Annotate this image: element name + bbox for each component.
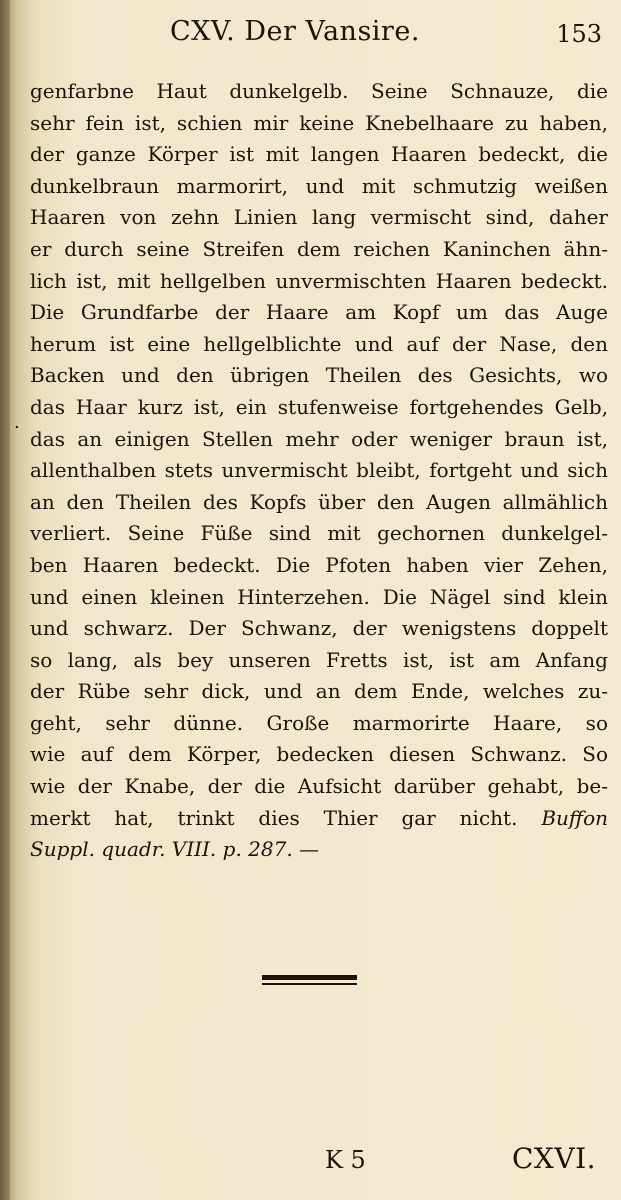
book-gutter [0,0,10,1200]
text-line: an den Theilen des Kopfs über den Augen allmählich [30,489,608,514]
text-line: wie der Knabe, der die Aufsicht darüber gehabt, be- [30,774,608,799]
chapter-title: CXV. Der Vansire. [170,16,420,47]
body-text [30,76,608,866]
citation-author: Buffon [541,805,608,830]
text-line: Die Grundfarbe der Haare am Kopf um das Auge [30,300,608,325]
text-line: geht, sehr dünne. Große marmorirte Haare, so [30,710,608,735]
text-line: der ganze Körper ist mit langen Haaren bedeckt, die [30,142,608,167]
text-line: allenthalben stets unvermischt bleibt, fortgeht und sich [30,458,608,483]
catchword: CXVI. [512,1142,597,1175]
text-line: Backen und den übrigen Theilen des Gesichts, wo [30,363,608,388]
margin-mark: . [14,412,20,433]
text-line: er durch seine Streifen dem reichen Kaninchen ähn- [30,236,608,261]
text-line: dunkelbraun marmorirt, und mit schmutzig weißen [30,173,608,198]
text-line: und einen kleinen Hinterzehen. Die Nägel sind klein [30,584,608,609]
text-line: Haaren von zehn Linien lang vermischt sind, daher [30,205,608,230]
rule-thin-line [262,983,357,985]
text-line: verliert. Seine Füße sind mit gechornen dunkelgel- [30,521,608,546]
text-line: genfarbne Haut dunkelgelb. Seine Schnauze, die [30,79,608,103]
text-line: das Haar kurz ist, ein stufenweise fortgehendes Gelb, [30,394,608,419]
page-number: 153 [556,20,602,48]
text-line: so lang, als bey unseren Fretts ist, ist am Anfang [30,647,608,672]
text-line: das an einigen Stellen mehr oder weniger braun ist, [30,426,608,451]
text-line: und schwarz. Der Schwanz, der wenigstens doppelt [30,616,608,641]
text-line: lich ist, mit hellgelben unvermischten Haaren bedeckt. [30,268,608,293]
text-line: sehr fein ist, schien mir keine Knebelhaare zu haben, [30,110,608,135]
text-line: wie auf dem Körper, bedecken diesen Schwanz. So [30,742,608,767]
text-line: ben Haaren bedeckt. Die Pfoten haben vier Zehen, [30,552,608,577]
rule-thick-line [262,975,357,980]
text-line-with-citation [30,803,608,835]
text-line: der Rübe sehr dick, und an dem Ende, welches zu- [30,679,608,704]
citation-reference: Suppl. quadr. VIII. p. 287. — [30,837,320,862]
section-end-rule [262,975,357,986]
running-head [30,6,602,54]
text-line: herum ist eine hellgelblichte und auf der Nase, den [30,331,608,356]
text-line-content: merkt hat, trinkt dies Thier gar nicht. [30,805,518,830]
signature-mark: K 5 [325,1146,366,1174]
